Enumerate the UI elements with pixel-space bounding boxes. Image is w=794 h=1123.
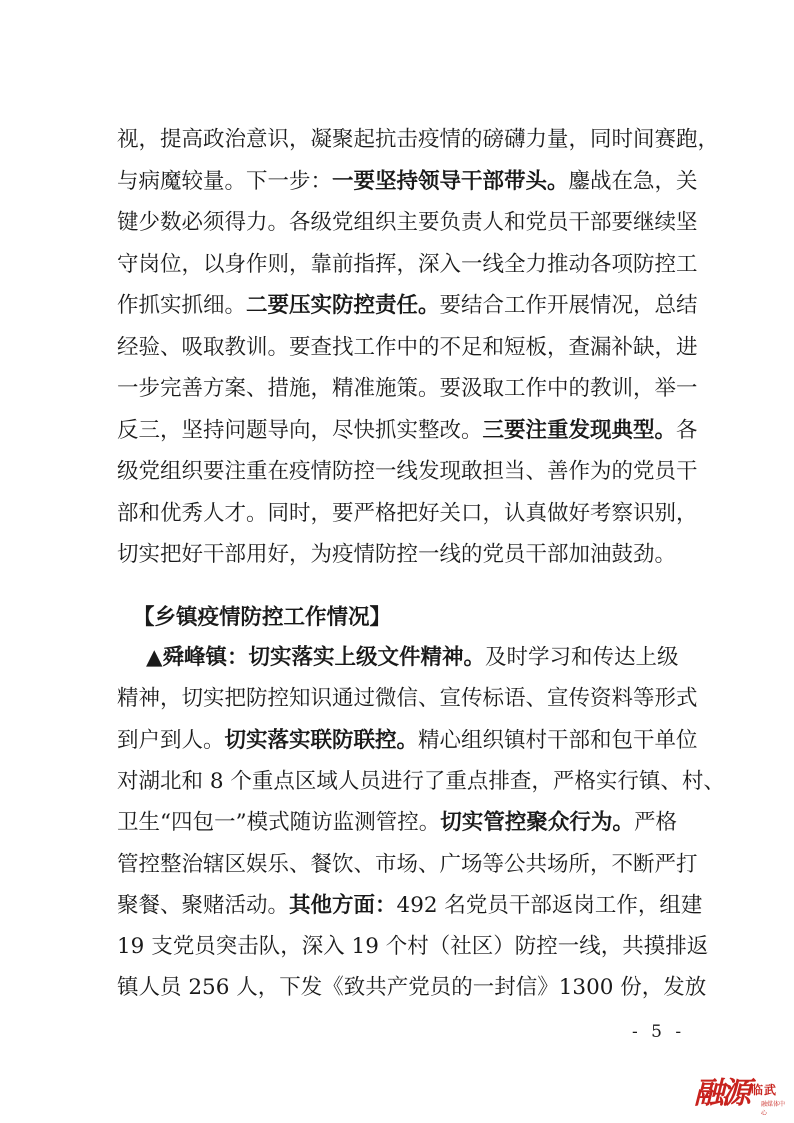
text-line bbox=[117, 328, 698, 368]
text-line bbox=[146, 638, 677, 678]
text-segment: 镇人员 256 人，下发《致共产党员的一封信》1300 份，发放 bbox=[117, 975, 707, 1001]
text-line bbox=[117, 845, 698, 885]
bold-text-segment: 切实落实联防联控。 bbox=[224, 727, 419, 753]
text-segment: 部和优秀人才。同时，要严格把好关口，认真做好考察识别， bbox=[117, 500, 698, 526]
text-line bbox=[117, 803, 677, 843]
text-line bbox=[117, 369, 698, 409]
text-segment: 聚餐、聚赌活动。 bbox=[117, 892, 290, 918]
text-line bbox=[117, 886, 703, 926]
text-segment: 作抓实抓细。 bbox=[117, 293, 247, 318]
text-line bbox=[117, 452, 698, 492]
text-segment: 492 名党员干部返岗工作，组建 bbox=[396, 892, 703, 918]
text-segment: 经验、吸取教训。要查找工作中的不足和短板，查漏补缺，进 bbox=[117, 334, 698, 360]
text-segment: 切实把好干部用好，为疫情防控一线的党员干部加油鼓劲。 bbox=[117, 542, 677, 567]
text-line bbox=[117, 927, 709, 967]
text-line bbox=[117, 162, 698, 202]
page-number: - 5 - bbox=[632, 1022, 686, 1042]
text-segment: 一步完善方案、措施，精准施策。要汲取工作中的教训，举一 bbox=[117, 376, 698, 401]
text-segment: 精神，切实把防控知识通过微信、宣传标语、宣传资料等形式 bbox=[117, 686, 698, 712]
text-segment: 与病魔较量。下一步： bbox=[117, 168, 333, 194]
text-segment: 卫生“四包一”模式随访监测管控。 bbox=[117, 810, 441, 836]
text-segment: 及时学习和传达上级 bbox=[485, 645, 679, 670]
watermark-logo bbox=[694, 1076, 790, 1116]
bold-text-segment: 三要注重发现典型。 bbox=[482, 417, 677, 443]
text-segment: 到户到人。 bbox=[117, 727, 225, 753]
text-segment: 精心组织镇村干部和包干单位 bbox=[418, 727, 698, 753]
text-line bbox=[117, 286, 698, 326]
text-line bbox=[117, 245, 698, 285]
bold-text-segment: 二要压实防控责任。 bbox=[246, 293, 440, 318]
text-line bbox=[117, 679, 698, 719]
text-line bbox=[117, 535, 677, 575]
text-segment: 鏖战在急，关 bbox=[568, 168, 698, 194]
text-segment: 视，提高政治意识，凝聚起抗击疫情的磅礴力量，同时间赛跑， bbox=[117, 127, 720, 152]
section-heading: 【乡镇疫情防控工作情况】 bbox=[133, 605, 392, 630]
text-segment: 管控整治辖区娱乐、餐饮、市场、广场等公共场所，不断严打 bbox=[117, 851, 698, 877]
watermark-script: 融源 bbox=[694, 1076, 748, 1111]
text-segment: 级党组织要注重在疫情防控一线发现敢担当、善作为的党员干 bbox=[117, 459, 698, 484]
text-segment: 键少数必须得力。各级党组织主要负责人和党员干部要继续坚 bbox=[117, 210, 698, 235]
watermark-subtext: 融媒体中心 bbox=[761, 1101, 786, 1117]
text-line bbox=[117, 120, 720, 160]
bold-text-segment: 切实管控聚众行为。 bbox=[440, 810, 634, 836]
text-segment: 各 bbox=[676, 417, 698, 443]
text-line bbox=[117, 411, 698, 451]
text-segment: 守岗位，以身作则，靠前指挥，深入一线全力推动各项防控工 bbox=[117, 251, 698, 277]
text-segment: 严格 bbox=[633, 810, 677, 836]
text-line bbox=[117, 721, 698, 761]
bold-text-segment: 一要坚持领导干部带头。 bbox=[332, 168, 569, 194]
text-line bbox=[117, 494, 698, 534]
text-line bbox=[117, 968, 707, 1008]
text-segment: 19 支党员突击队，深入 19 个村（社区）防控一线，共摸排返 bbox=[117, 934, 709, 960]
text-segment: 反三，坚持问题导向，尽快抓实整改。 bbox=[117, 417, 483, 443]
text-line bbox=[117, 203, 698, 243]
text-segment: 要结合工作开展情况，总结 bbox=[439, 293, 698, 318]
text-line bbox=[117, 762, 725, 802]
bold-text-segment: 其他方面： bbox=[289, 892, 397, 918]
text-segment: 对湖北和 8 个重点区域人员进行了重点排查，严格实行镇、村、 bbox=[117, 768, 725, 794]
bold-text-segment: ▲舜峰镇：切实落实上级文件精神。 bbox=[146, 645, 486, 670]
watermark-badge: 临武 bbox=[751, 1083, 778, 1097]
